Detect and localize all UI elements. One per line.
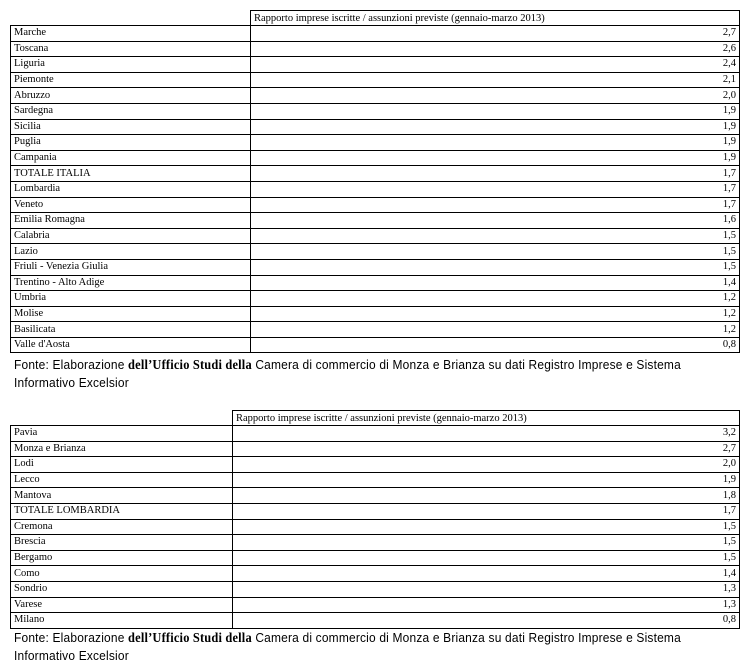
table-row [11, 228, 740, 244]
table-header-row [11, 11, 740, 26]
table-row [11, 259, 740, 275]
row-value: 1,5 [251, 259, 740, 275]
regions-table-body [11, 26, 740, 353]
row-value: 1,7 [251, 181, 740, 197]
row-value: 2,7 [251, 26, 740, 42]
table-row [11, 213, 740, 229]
table-row [11, 503, 740, 519]
table-row [11, 72, 740, 88]
table-row [11, 197, 740, 213]
row-value: 1,3 [233, 597, 740, 613]
table-row [11, 613, 740, 629]
table-row [11, 322, 740, 338]
row-label: Abruzzo [11, 88, 251, 104]
table-row [11, 88, 740, 104]
row-label: Veneto [11, 197, 251, 213]
table-row [11, 103, 740, 119]
row-value: 0,8 [251, 337, 740, 353]
row-value: 2,0 [233, 457, 740, 473]
row-value: 1,5 [233, 519, 740, 535]
row-value: 1,2 [251, 306, 740, 322]
source-prefix: Fonte: Elaborazione [14, 357, 129, 372]
row-label: Monza e Brianza [11, 441, 233, 457]
row-label: TOTALE ITALIA [11, 166, 251, 182]
row-value: 1,5 [251, 228, 740, 244]
row-label: Varese [11, 597, 233, 613]
table-row [11, 26, 740, 42]
table-row [11, 472, 740, 488]
provinces-table [10, 410, 740, 629]
table-row [11, 457, 740, 473]
table-row [11, 519, 740, 535]
source-suffix: Camera di commercio di Monza e Brianza su dati Registro Imprese e Sistema Informativo Excelsior [14, 630, 681, 663]
table-row [11, 597, 740, 613]
table-row [11, 41, 740, 57]
table-row [11, 244, 740, 260]
table-row [11, 135, 740, 151]
table-row [11, 57, 740, 73]
row-label: Sicilia [11, 119, 251, 135]
row-label: Lazio [11, 244, 251, 260]
row-value: 1,9 [251, 150, 740, 166]
row-value: 1,5 [251, 244, 740, 260]
row-label: Molise [11, 306, 251, 322]
row-value: 0,8 [233, 613, 740, 629]
table-header-row [11, 411, 740, 426]
row-label: Liguria [11, 57, 251, 73]
row-label: Brescia [11, 535, 233, 551]
row-label: Valle d'Aosta [11, 337, 251, 353]
row-value: 1,2 [251, 291, 740, 307]
row-label: Lecco [11, 472, 233, 488]
row-label: Calabria [11, 228, 251, 244]
row-value: 2,7 [233, 441, 740, 457]
row-value: 1,4 [251, 275, 740, 291]
table-row [11, 566, 740, 582]
source-bold: dell’Ufficio Studi della [128, 357, 252, 372]
row-label: Pavia [11, 426, 233, 442]
header-blank-cell [11, 411, 233, 426]
row-value: 1,9 [251, 119, 740, 135]
row-value: 2,4 [251, 57, 740, 73]
row-value: 1,5 [233, 550, 740, 566]
row-value: 1,9 [233, 472, 740, 488]
row-label: Emilia Romagna [11, 213, 251, 229]
row-label: Puglia [11, 135, 251, 151]
table-row [11, 166, 740, 182]
row-label: TOTALE LOMBARDIA [11, 503, 233, 519]
row-label: Basilicata [11, 322, 251, 338]
table-row [11, 150, 740, 166]
row-label: Milano [11, 613, 233, 629]
row-label: Bergamo [11, 550, 233, 566]
row-label: Marche [11, 26, 251, 42]
row-value: 1,2 [251, 322, 740, 338]
source-prefix: Fonte: Elaborazione [14, 630, 129, 645]
row-value: 1,7 [233, 503, 740, 519]
row-label: Mantova [11, 488, 233, 504]
column-header: Rapporto imprese iscritte / assunzioni previste (gennaio-marzo 2013) [233, 411, 740, 426]
table-row [11, 275, 740, 291]
row-label: Toscana [11, 41, 251, 57]
table-row [11, 535, 740, 551]
source-note-2 [14, 629, 686, 665]
row-value: 2,0 [251, 88, 740, 104]
table-row [11, 119, 740, 135]
row-value: 1,9 [251, 135, 740, 151]
table-row [11, 291, 740, 307]
regions-table [10, 10, 740, 353]
row-label: Trentino - Alto Adige [11, 275, 251, 291]
table-row [11, 581, 740, 597]
table-row [11, 426, 740, 442]
header-blank-cell [11, 11, 251, 26]
row-label: Campania [11, 150, 251, 166]
row-label: Piemonte [11, 72, 251, 88]
row-label: Como [11, 566, 233, 582]
row-value: 2,6 [251, 41, 740, 57]
table-row [11, 306, 740, 322]
row-label: Lombardia [11, 181, 251, 197]
row-value: 1,5 [233, 535, 740, 551]
row-label: Cremona [11, 519, 233, 535]
row-label: Friuli - Venezia Giulia [11, 259, 251, 275]
provinces-table-body [11, 426, 740, 629]
row-value: 1,7 [251, 166, 740, 182]
table-row [11, 441, 740, 457]
column-header: Rapporto imprese iscritte / assunzioni previste (gennaio-marzo 2013) [251, 11, 740, 26]
row-value: 1,8 [233, 488, 740, 504]
row-value: 2,1 [251, 72, 740, 88]
row-label: Sardegna [11, 103, 251, 119]
source-note-1 [14, 356, 686, 392]
row-value: 1,3 [233, 581, 740, 597]
row-value: 3,2 [233, 426, 740, 442]
row-value: 1,7 [251, 197, 740, 213]
row-label: Sondrio [11, 581, 233, 597]
table-row [11, 337, 740, 353]
row-value: 1,4 [233, 566, 740, 582]
row-label: Umbria [11, 291, 251, 307]
source-bold: dell’Ufficio Studi della [128, 630, 252, 645]
row-value: 1,6 [251, 213, 740, 229]
table-row [11, 181, 740, 197]
row-label: Lodi [11, 457, 233, 473]
table-row [11, 488, 740, 504]
table-row [11, 550, 740, 566]
source-suffix: Camera di commercio di Monza e Brianza su dati Registro Imprese e Sistema Informativo Excelsior [14, 357, 681, 390]
row-value: 1,9 [251, 103, 740, 119]
